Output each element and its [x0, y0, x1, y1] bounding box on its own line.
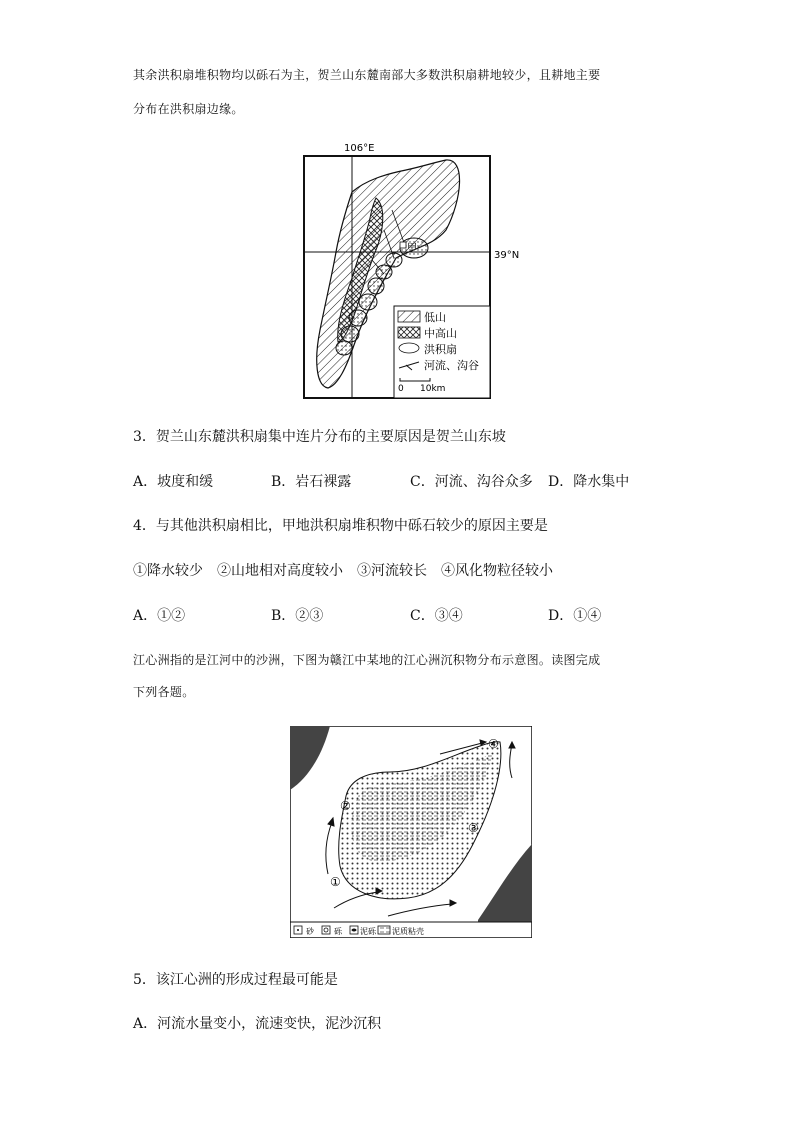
question-3-option-d[interactable]: D．降水集中: [548, 474, 630, 490]
question-3-option-a[interactable]: A．坡度和缓: [133, 474, 214, 490]
legend-mud-crust: 泥质粘壳: [392, 927, 424, 936]
legend-low-mountain: 低山: [424, 311, 446, 324]
question-4-choices: ①降水较少 ②山地相对高度较小 ③河流较长 ④风化物粒径较小: [133, 563, 553, 579]
legend-mud-gravel: 泥砾: [360, 927, 376, 936]
marker-3: ③: [468, 821, 479, 835]
question-4-option-a[interactable]: A．①②: [133, 608, 186, 624]
marker-1: ①: [330, 875, 341, 889]
legend-alluvial-fan: 洪积扇: [424, 343, 457, 356]
longitude-label: 106°E: [344, 143, 375, 154]
question-5-stem: 5．该江心洲的形成过程最可能是: [133, 972, 338, 988]
question-4-option-b[interactable]: B．②③: [271, 608, 324, 624]
legend-middle-high-mountain: 中高山: [424, 327, 457, 340]
question-5-option-a[interactable]: A．河流水量变小，流速变快，泥沙沉积: [133, 1016, 382, 1032]
place-label: 甲: [407, 243, 417, 254]
question-3-option-b[interactable]: B．岩石裸露: [271, 474, 352, 490]
scale-label: 10km: [420, 384, 446, 394]
river-island-map: [290, 726, 532, 938]
scale-zero: 0: [398, 384, 404, 394]
intro2-text-line-2: 下列各题。: [133, 685, 195, 699]
marker-4: ④: [488, 737, 499, 751]
legend-sand: 砂: [306, 927, 314, 936]
latitude-label: 39°N: [494, 250, 520, 261]
intro-text-line-1: 其余洪积扇堆积物均以砾石为主，贺兰山东麓南部大多数洪积扇耕地较少，且耕地主要: [133, 68, 601, 82]
question-4-option-d[interactable]: D．①④: [548, 608, 602, 624]
intro-text-line-2: 分布在洪积扇边缘。: [133, 102, 244, 116]
question-3-option-c[interactable]: C．河流、沟谷众多: [410, 474, 533, 490]
legend-gravel: 砾: [334, 927, 342, 936]
marker-2: ②: [340, 799, 351, 813]
question-4-stem: 4．与其他洪积扇相比，甲地洪积扇堆积物中砾石较少的原因主要是: [133, 518, 548, 534]
legend-river: 河流、沟谷: [424, 359, 479, 372]
helan-mountain-map: [296, 140, 536, 402]
intro2-text-line-1: 江心洲指的是江河中的沙洲，下图为赣江中某地的江心洲沉积物分布示意图。读图完成: [133, 653, 601, 667]
question-4-option-c[interactable]: C．③④: [410, 608, 463, 624]
question-3-stem: 3．贺兰山东麓洪积扇集中连片分布的主要原因是贺兰山东坡: [133, 429, 506, 445]
